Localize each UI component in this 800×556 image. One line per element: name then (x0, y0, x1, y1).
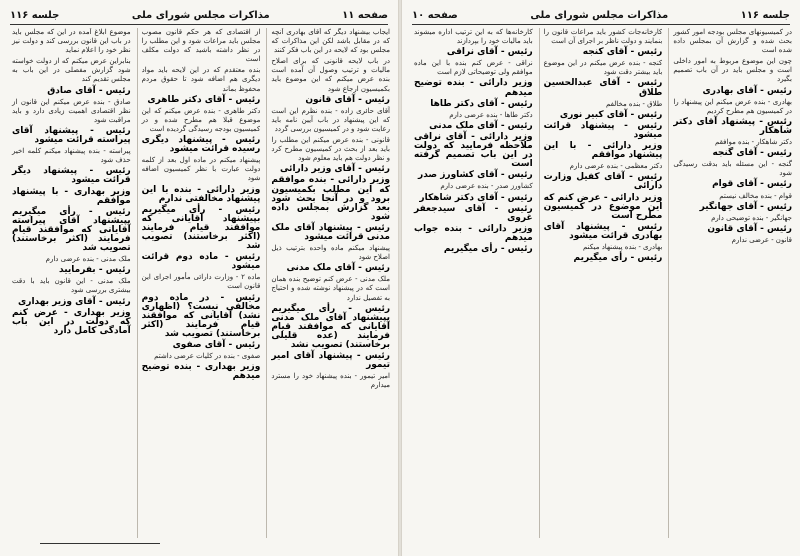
paragraph: رئیس - آقای دکتر طاها (430, 98, 533, 109)
paragraph: بهادری - بنده عرض میکنم این پیشنهاد را در کمیسیون هم مطرح کردیم (673, 97, 792, 115)
paragraph: صفوی - بنده در کلیات عرضی داشتم (154, 352, 261, 361)
right-page-label: صفحه ۱۰ (412, 9, 458, 21)
left-page-columns (8, 28, 390, 538)
paragraph: قانونی - بنده عرض میکنم این مطلب را باید بعد از بحث در کمیسیون مطرح کرد و نظر دولت هم باید معلوم شود (271, 136, 390, 163)
paragraph: رئیس - آقای گنجه (712, 148, 792, 159)
paragraph: پیشنهاد میکنم ماده واحده بترتیب ذیل اصلاح شود (271, 244, 390, 262)
paragraph: رئیس - پیشنهاد دیگر قرائت میشود (11, 166, 131, 186)
paragraph: پیشنهاد میکنم در ماده اول بعد از کلمه دولت عبارت با نظر کمیسیون اضافه شود (141, 156, 261, 183)
paragraph: موضوع ابلاغ آمده در این که مجلس باید در باب این قانون بررسی کند و دولت نیز نظر خود را اعلام نماید (11, 28, 131, 55)
paragraph: رئیس - آقای قانون (707, 223, 792, 234)
right-page-title: مذاکرات مجلس شورای ملی (530, 9, 669, 21)
paragraph: بهادری - بنده پیشنهاد میکنم (582, 242, 663, 251)
paragraph: کارخانه‌جات کشور باید مراعات قانون را بنمایند و دولت ناظر بر اجرای آن است (543, 28, 663, 46)
paragraph: کشاورز صدر - بنده عرضی دارم (440, 182, 533, 191)
paragraph: وزیر دارائی - بنده با این پیشنهاد مخالفتی ندارم (141, 184, 261, 204)
paragraph: ملک مدنی - بنده عرضی دارم (45, 255, 131, 264)
paragraph: رئیس - رأی میگیریم (573, 253, 663, 264)
paragraph: وزیر دارائی - بنده جواب میدهم (413, 223, 533, 243)
paragraph: قانون - عرضی ندارم (731, 235, 792, 244)
paragraph: ماده ۲ - وزارت دارائی مأمور اجرای این قانون است (141, 273, 261, 291)
left-footer-rule (40, 543, 160, 544)
paragraph: رئیس - آقای ملک مدنی (429, 120, 533, 131)
paragraph: رئیس - آقای بهادری (702, 85, 792, 96)
paragraph: ملک مدنی - عرض کنم توضیح بنده همان است که در پیشنهاد نوشته شده و احتیاج به تفصیل ندارد (271, 275, 390, 302)
paragraph: چون این موضوع مربوط به امور داخلی است و مجلس باید در آن باب تصمیم بگیرد (673, 57, 792, 84)
paragraph: رئیس - رأی میگیریم بپیشنهاد آقای پیراسته آقایانی که موافقند قیام فرمایند (اکثر برخاستند) تصویب شد (11, 206, 131, 254)
paragraph: دکتر طاهری - بنده عرض میکنم که این موضوع قبلا هم مطرح شده و در کمیسیون بودجه رسیدگی گردیده است (141, 106, 261, 133)
paragraph: رئیس - پیشنهاد آقای ملک مدنی قرائت میشود (271, 222, 390, 242)
paragraph: وزیر دارائی - بنده موافقم که این مطلب بکمیسیون برود و در آنجا بحث شود بعد گزارش بمجلس داده شود (271, 175, 390, 222)
paragraph: رئیس - آقای کشاورز صدر (418, 170, 533, 181)
paragraph: وزیر دارائی - آقای نراقی ملاحظه فرمایید که دولت در این باب تصمیم گرفته است (413, 131, 533, 170)
right-column-3 (410, 28, 533, 538)
paragraph: رئیس - آقای صادق (47, 85, 131, 96)
paragraph: وزیر بهداری - بنده توضیح میدهم (141, 362, 261, 382)
paragraph: رئیس - آقای سیدجعفر غروی (413, 203, 533, 223)
paragraph: نراقی - عرض کنم بنده با این ماده موافقم ولی توضیحاتی لازم است (413, 59, 533, 77)
right-page (402, 0, 800, 556)
paragraph: وزیر دارائی - بنده توضیح میدهم (413, 78, 533, 98)
paragraph: رئیس - آقای ملک مدنی (286, 263, 390, 274)
paragraph: از اقتصادی که هر حکم قانون مصوب مجلس باید مراعات شود و این مطلب را در نظر داشته باشید که دولت مکلف است (141, 28, 261, 64)
right-page-columns (410, 28, 792, 538)
left-page-title: مذاکرات مجلس شورای ملی (131, 9, 270, 21)
paragraph: رئیس - آقای کنجه (582, 47, 663, 58)
paragraph: رئیس - پیشنهاد آقای دکتر شاهکار (673, 116, 792, 136)
left-column-3 (8, 28, 131, 538)
left-page-session: صفحه ۱۱ (342, 9, 388, 21)
left-page-label: جلسه ۱۱۶ (10, 9, 60, 21)
paragraph: در باب لایحه قانونی که برای اصلاح مالیات و ترتیب وصول آن آمده است بنده عرض میکنم که این موضوع باید بکمیسیون ارجاع شود (271, 57, 390, 93)
left-page-header (10, 6, 388, 25)
paragraph: رئیس - رأی میگیریم بپیشنهاد آقایانی که موافقند قیام فرمایند (اکثر برخاستند) تصویب شد (141, 204, 261, 252)
paragraph: رئیس - در ماده دوم مخالفی نیست؟ (اظهاری نشد) آقایانی که موافقند قیام فرمایند (اکثر برخاستند) تصویب شد (141, 292, 261, 339)
paragraph: رئیس - پیشنهاد آقای پیراسته قرائت میشود (11, 125, 131, 146)
paragraph: رئیس - آقای عبدالحسین طلاق (543, 78, 663, 98)
paragraph: رئیس - آقای نراقی (446, 47, 533, 58)
paragraph: ملک مدنی - این قانون باید با دقت بیشتری بررسی شود (11, 277, 131, 295)
paragraph: دکتر معظمی - بنده عرضی دارم (569, 162, 663, 171)
paragraph: پیراسته - بنده پیشنهاد میکنم کلمه اخیر حذف شود (11, 147, 131, 165)
paragraph: رئیس - پیشنهاد آقای بهادری قرائت میشود (543, 221, 663, 241)
paragraph: طلاق - بنده مخالفم (605, 99, 663, 108)
paragraph: رئیس - آقای کبیر نوری (559, 109, 663, 120)
paragraph: دکتر شاهکار - بنده موافقم (714, 138, 792, 147)
paragraph: کنجه - بنده عرض میکنم در این موضوع باید بیشتر دقت شود (543, 59, 663, 77)
paragraph: رئیس - پیشنهاد آقای امیر تیمور (271, 351, 390, 371)
paragraph: رئیس - آقای دکتر شاهکار (419, 192, 533, 203)
left-page (0, 0, 398, 556)
paragraph: وزیر بهداری - با پیشنهاد موافقم (11, 186, 131, 206)
paragraph: رئیس - آقای صفوی (172, 340, 261, 350)
paragraph: رئیس - آقای وزیر بهداری (18, 296, 131, 307)
paragraph: رئیس - آقای دکتر طاهری (147, 94, 261, 105)
paragraph: صادق - بنده عرض میکنم این قانون از نظر اقتصادی اهمیت زیادی دارد و باید مراقبت شود (11, 97, 131, 124)
paragraph: رئیس - بفرمایید (59, 265, 131, 276)
right-column-1 (668, 28, 792, 538)
paragraph: ایجاب بیشنهاد دیگر که آقای بهادری آنچه که در مقابل باشد لکن این مذاکرات که مجلس بود که لایحه در این باب فکر کنند (271, 28, 390, 55)
paragraph: رئیس - پیشنهاد دیگری رسیده قرائت میشود (141, 135, 261, 155)
paragraph: رئیس - ماده دوم قرائت میشود (141, 252, 261, 272)
paragraph: رئیس - رأی میگیریم (443, 243, 533, 254)
paragraph: رئیس - آقای جهانگیر (699, 201, 792, 212)
right-page-session: جلسه ۱۱۶ (740, 9, 790, 21)
paragraph: وزیر دارائی - عرض کنم که این موضوع در کمیسیون مطرح است (543, 192, 663, 221)
paragraph: وزیر بهداری - عرض کنم که دولت در این باب آمادگی کامل دارد (11, 307, 131, 336)
paragraph: دکتر طاها - بنده عرضی دارم (449, 110, 533, 119)
paragraph: وزیر دارائی - با این پیشنهاد موافقم (543, 141, 663, 161)
paragraph: رئیس - رأی میگیریم بپیشنهاد آقای ملک مدنی آقایانی که موافقند قیام فرمایند (عده قلیلی برخاستند) تصویب نشد (271, 303, 390, 350)
paragraph: رئیس - آقای وزیر دارائی (279, 164, 390, 175)
paragraph: قوام - بنده مخالف نیستم (719, 191, 792, 200)
right-column-2 (539, 28, 663, 538)
paragraph: رئیس - پیشنهاد قرائت میشود (543, 120, 663, 140)
paragraph: جهانگیر - بنده توضیحی دارم (711, 213, 792, 222)
left-column-1 (266, 28, 390, 538)
paragraph: گنجه - این مسئله باید بدقت رسیدگی شود (673, 160, 792, 178)
left-column-2 (137, 28, 261, 538)
paragraph: رئیس - آقای کفیل وزارت دارائی (543, 172, 663, 192)
paragraph: رئیس - آقای قانون (305, 94, 390, 105)
paragraph: کارخانه‌ها که به این ترتیب اداره میشوند باید مالیات خود را بپردازند (413, 28, 533, 46)
paragraph: در کمیسیونهای مجلس بودجه امور کشور بحث شده و گزارش آن بمجلس داده شده است (673, 28, 792, 55)
right-page-header (412, 6, 790, 25)
paragraph: بنده معتقدم که در این لایحه باید مواد دیگری هم اضافه شود تا حقوق مردم محفوظ بماند (141, 66, 261, 93)
paragraph: رئیس - آقای قوام (712, 179, 792, 190)
paragraph: آقای حائری زاده - بنده نظرم این است که این پیشنهاد در باب آیین نامه باید رعایت شود و در کمیسیون بررسی گردد (271, 106, 390, 133)
paragraph: امیر تیمور - بنده پیشنهاد خود را مسترد میدارم (271, 372, 390, 390)
paragraph: بنابراین عرض میکنم که از دولت خواسته شود گزارش مفصلی در این باب به مجلس تقدیم کند (11, 57, 131, 84)
